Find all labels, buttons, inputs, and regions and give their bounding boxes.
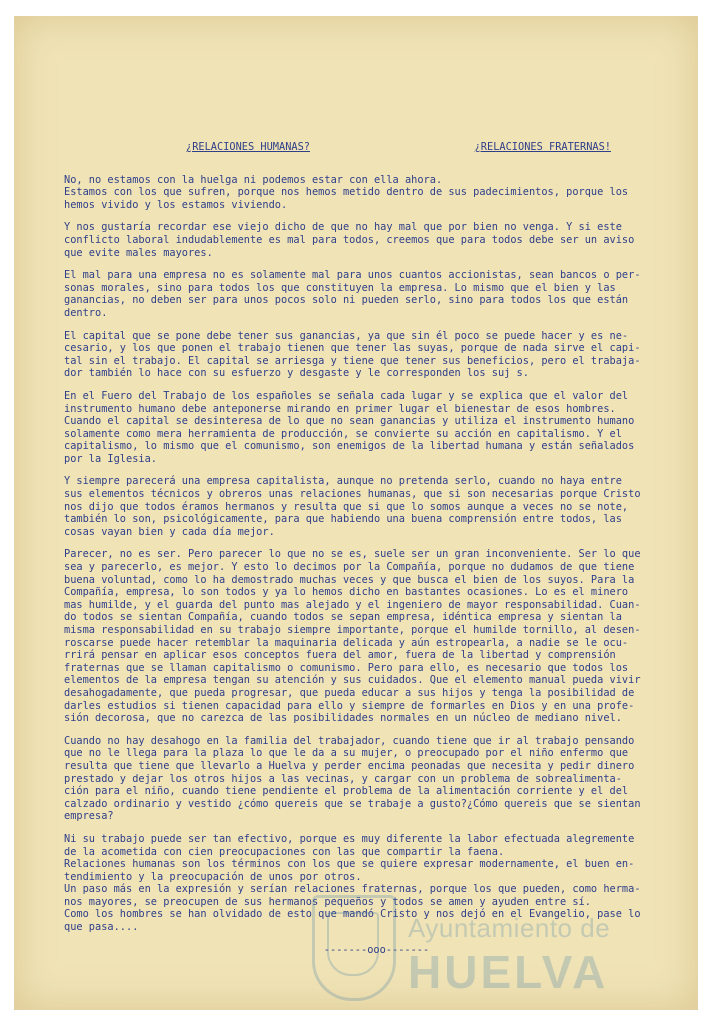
text-line: solamente como mera herramienta de producción, se convierte su acción en capitalismo. Y el: [64, 427, 622, 440]
text-line: rrirá pensar en aplicar esos conceptos fuera del amor, fuera de la libertad y comprensión: [64, 649, 616, 662]
paragraph: [64, 548, 689, 724]
paragraph-container: [64, 174, 689, 934]
text-line: En el Fuero del Trabajo de los españoles se señala cada lugar y se explica que el valor del: [64, 389, 629, 402]
text-line: dor también lo hace con su esfuerzo y desgaste y le corresponden los suj s.: [64, 367, 529, 380]
text-line: mas humilde, y el guarda del punto mas alejado y el ingeniero de mayor responsabilidad. Cuan-: [64, 598, 641, 611]
text-line: Estamos con los que sufren, porque nos hemos metido dentro de sus padecimientos, porque los: [64, 186, 629, 199]
text-line: cesario, y los que ponen el trabajo tienen que tener las suyas, porque de nada sirve el capi-: [64, 342, 641, 355]
watermark-line1: Ayuntamiento de: [408, 913, 611, 943]
text-line: El mal para una empresa no es solamente mal para unos cuantos accionistas, sean bancos o per-: [64, 269, 641, 282]
paragraph: [64, 221, 689, 259]
coat-of-arms-icon: [312, 895, 396, 1001]
text-line: ción para el niño, cuando tiene pendiente el problema de la alimentación corriente y el del: [64, 785, 629, 798]
text-line: Relaciones humanas son los términos con los que se quiere expresar modernamente, el buen en-: [64, 858, 635, 871]
text-line: roscarse puede hacer retemblar la maquinaria delicada y aún estropearla, a nadie se le ocu-: [64, 636, 629, 649]
paragraph: [64, 475, 689, 538]
document-title: [64, 141, 689, 154]
text-line: Cuando no hay desahogo en la familia del trabajador, cuando tiene que ir al trabajo pensando: [64, 734, 635, 747]
paragraph: [64, 390, 689, 466]
text-line: do todos se sientan Compañía, cuando todos se sepan empresa, idéntica empresa y sientan la: [64, 611, 622, 624]
end-mark: -------ooo-------: [323, 943, 430, 956]
text-line: nos dijo que todos éramos hermanos y resulta que si que lo somos aunque a veces no se note,: [64, 500, 629, 513]
text-line: sonas morales, sino para todos los que constituyen la empresa. Lo mismo que el bien y las: [64, 281, 616, 294]
paragraph: [64, 174, 689, 212]
paragraph: [64, 330, 689, 380]
text-line: desahogadamente, que pueda progresar, que pueda educar a sus hijos y tenga la posibilidad de: [64, 686, 635, 699]
text-line: tendimiento y la preocupación de unos por otros.: [64, 870, 362, 883]
text-line: Y nos gustaría recordar ese viejo dicho de que no hay mal que por bien no venga. Y si este: [64, 221, 622, 234]
text-line: No, no estamos con la huelga ni podemos estar con ella ahora.: [64, 173, 443, 186]
text-line: que pasa....: [64, 921, 139, 934]
watermark-line2: HUELVA: [408, 946, 609, 998]
text-line: ganancias, no deben ser para unos pocos solo ni pueden serlo, sino para todos los que están: [64, 294, 629, 307]
text-line: capitalismo, lo mismo que el comunismo, son enemigos de la libertad humana y están señalados: [64, 440, 635, 453]
text-line: Cuando el capital se desinteresa de lo que no sean ganancias y utiliza el instrumento humano: [64, 415, 635, 428]
text-line: empresa?: [64, 810, 114, 823]
document-body: [64, 141, 689, 956]
text-line: cosas vayan bien y cada día mejor.: [64, 525, 275, 538]
text-line: misma responsabilidad en su trabajo siempre importante, porque el humilde tornillo, al desen-: [64, 624, 641, 636]
text-line: sus elementos técnicos y obreros unas relaciones humanas, que si son necesarias porque Cristo: [64, 488, 641, 501]
text-line: resulta que tiene que llevarlo a Huelva y perder encima peonadas que necesita y pedir dinero: [64, 759, 635, 772]
text-line: también lo son, psicológicamente, para que habiendo una buena comprensión entre todos, las: [64, 513, 622, 526]
text-line: El capital que se pone debe tener sus ganancias, ya que sin él poco se puede hacer y es ne-: [64, 329, 629, 342]
text-line: calzado ordinario y vestido ¿cómo quereis que se trabaje a gusto?¿Cómo quereis que se sientan: [64, 797, 641, 810]
text-line: que evite males mayores.: [64, 246, 213, 259]
paragraph: [64, 735, 689, 823]
text-line: que no le llega para la plaza lo que le da a su mujer, o preocupado por el niño enfermo que: [64, 747, 629, 760]
text-line: de la acometida con cien preocupaciones con las que compartir la faena.: [64, 845, 505, 858]
title-left: ¿RELACIONES HUMANAS?: [186, 141, 310, 153]
paragraph: [64, 269, 689, 319]
text-line: elementos de la empresa tengan su atención y sus cuidados. Que el elemento manual pueda vivir: [64, 674, 641, 687]
text-line: Y siempre parecerá una empresa capitalista, aunque no pretenda serlo, cuando no haya entre: [64, 475, 622, 488]
text-line: por la Iglesia.: [64, 452, 157, 465]
text-line: sea y parecerlo, es mejor. Y esto lo decimos por la Compañía, porque no dudamos de que tiene: [64, 561, 635, 574]
text-line: nos mayores, se preocupen de sus hermanos pequeños y todos se amen y ayuden entre sí.: [64, 895, 591, 908]
text-line: Un paso más en la expresión y serían relaciones fraternas, porque los que pueden, como herma-: [64, 883, 641, 896]
text-line: prestado y dejar los otros hijos a las vecinas, y cargar con un problema de sobrealimenta-: [64, 772, 622, 785]
text-line: Como los hombres se han olvidado de esto que mandó Cristo y nos dejó en el Evangelio, pase lo: [64, 908, 641, 921]
typewritten-page: [14, 16, 698, 1010]
archive-watermark: [312, 895, 672, 1005]
text-line: darles estudios si tienen capacidad para ello y siempre de formarles en Dios y en una profe-: [64, 699, 635, 712]
text-line: instrumento humano debe anteponerse mirando en primer lugar el bienestar de esos hombres.: [64, 402, 616, 415]
text-line: Ni su trabajo puede ser tan efectivo, porque es muy diferente la labor efectuada alegremente: [64, 832, 635, 845]
text-line: hemos vivido y los estamos viviendo.: [64, 198, 288, 211]
text-line: buena voluntad, como lo ha demostrado muchas veces y que busca el bien de los suyos. Para la: [64, 573, 635, 586]
text-line: tal sin el trabajo. El capital se arriesga y tiene que tener sus beneficios, pero el trabaja-: [64, 354, 641, 367]
text-line: Parecer, no es ser. Pero parecer lo que no se es, suele ser un gran inconveniente. Ser lo que: [64, 548, 641, 561]
text-line: sión decorosa, que no carezca de las posibilidades normales en un núcleo de mediano nivel.: [64, 712, 622, 725]
text-line: dentro.: [64, 306, 108, 319]
text-line: fraternas que se llaman capitalismo o comunismo. Pero para ello, es necesario que todos los: [64, 661, 629, 674]
text-line: conflicto laboral indudablemente es mal para todos, creemos que para todos debe ser un aviso: [64, 233, 635, 246]
text-line: Compañía, empresa, lo son todos y ya lo hemos dicho en bastantes ocasiones. Lo es el minero: [64, 586, 629, 599]
title-right: ¿RELACIONES FRATERNAS!: [474, 141, 611, 153]
